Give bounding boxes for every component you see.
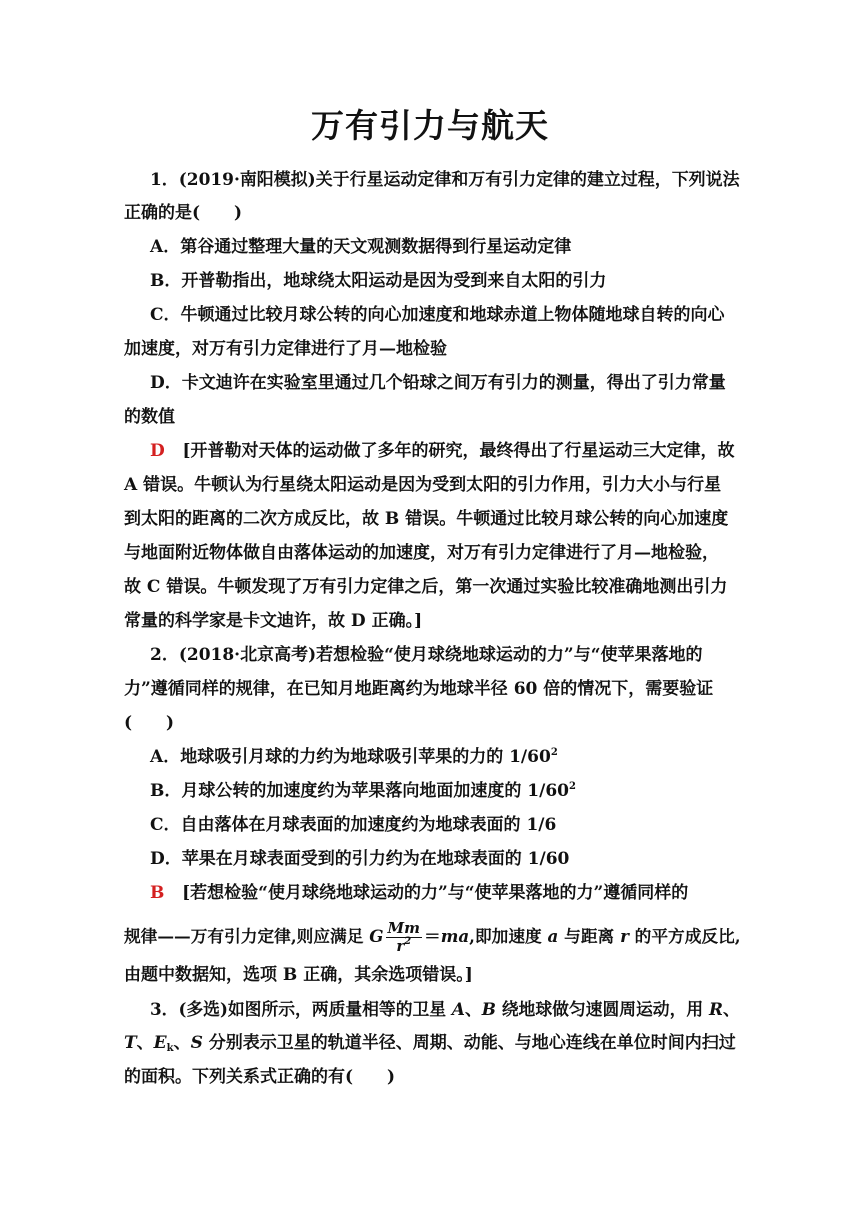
q1-option-c-line-2: 加速度，对万有引力定律进行了月—地检验 bbox=[124, 339, 447, 359]
var-r: r bbox=[620, 926, 629, 946]
q1-option-b: B．开普勒指出，地球绕太阳运动是因为受到来自太阳的引力 bbox=[150, 271, 607, 291]
formula-fraction bbox=[386, 920, 422, 955]
q3-stem-line-1 bbox=[150, 998, 740, 1020]
q2-option-a-text: A．地球吸引月球的力约为地球吸引苹果的力的 1/60 bbox=[150, 747, 551, 767]
q2-option-a bbox=[150, 746, 558, 768]
q1-solution-line-1 bbox=[150, 440, 735, 462]
q2-stem-line-2: 力”遵循同样的规律，在已知月地距离约为地球半径 60 倍的情况下，需要验证 bbox=[124, 679, 714, 699]
q1-solution-line-6: 常量的科学家是卡文迪许，故 D 正确。] bbox=[124, 611, 423, 631]
q3-text-1b: 、 bbox=[464, 999, 482, 1019]
q3-text-2a: 、 bbox=[136, 1033, 154, 1053]
q2-answer: B bbox=[150, 883, 165, 903]
var-e-subscript: k bbox=[166, 1043, 174, 1054]
q2-solution-line-3: 由题中数据知，选项 B 正确，其余选项错误。] bbox=[124, 965, 473, 985]
formula-denominator-exponent: 2 bbox=[404, 936, 412, 947]
formula-g: G bbox=[369, 926, 384, 946]
var-e: E bbox=[153, 1033, 167, 1053]
q3-text-1d: 、 bbox=[722, 999, 740, 1019]
q2-option-b bbox=[150, 780, 576, 802]
q1-solution-text-1: [开普勒对天体的运动做了多年的研究，最终得出了行星运动三大定律，故 bbox=[182, 441, 735, 461]
q2-option-a-exponent: 2 bbox=[550, 747, 558, 758]
q1-option-d-line-1: D．卡文迪许在实验室里通过几个铅球之间万有引力的测量，得出了引力常量 bbox=[150, 373, 726, 393]
q3-text-2c: 分别表示卫星的轨道半径、周期、动能、与地心连线在单位时间内扫过 bbox=[202, 1033, 736, 1053]
q1-option-c-line-1: C．牛顿通过比较月球公转的向心加速度和地球赤道上物体随地球自转的向心 bbox=[150, 305, 725, 325]
formula-denominator-r: r bbox=[396, 937, 405, 955]
var-r-cap: R bbox=[708, 999, 723, 1019]
q2-stem-line-3: ( ) bbox=[124, 713, 175, 733]
page-title: 万有引力与航天 bbox=[311, 106, 549, 145]
q1-option-d-line-2: 的数值 bbox=[124, 407, 175, 427]
formula-ma: ma bbox=[440, 926, 470, 946]
q1-solution-line-5: 故 C 错误。牛顿发现了万有引力定律之后，第一次通过实验比较准确地测出引力 bbox=[124, 577, 728, 597]
q2-stem-line-1: 2．(2018·北京高考)若想检验“使月球绕地球运动的力”与“使苹果落地的 bbox=[150, 645, 703, 665]
q1-solution-line-2: A 错误。牛顿认为行星绕太阳运动是因为受到太阳的引力作用，引力大小与行星 bbox=[124, 475, 722, 495]
q2-solution-line-2 bbox=[124, 916, 741, 956]
q2-solution-text-1: [若想检验“使月球绕地球运动的力”与“使苹果落地的力”遵循同样的 bbox=[182, 883, 689, 903]
formula-denominator bbox=[386, 938, 422, 955]
q1-solution-line-4: 与地面附近物体做自由落体运动的加速度，对万有引力定律进行了月—地检验， bbox=[124, 543, 719, 563]
q2-solution-line-1 bbox=[150, 882, 688, 904]
q3-stem-line-3: 的面积。下列关系式正确的有( ) bbox=[124, 1067, 396, 1087]
var-sat-a: A bbox=[451, 999, 465, 1019]
q1-stem-line-1: 1．(2019·南阳模拟)关于行星运动定律和万有引力定律的建立过程，下列说法 bbox=[150, 169, 740, 189]
q1-solution-line-3: 到太阳的距离的二次方成反比，故 B 错误。牛顿通过比较月球公转的向心加速度 bbox=[124, 509, 729, 529]
q2-option-b-text: B．月球公转的加速度约为苹果落向地面加速度的 1/60 bbox=[150, 781, 569, 801]
q3-text-2b: 、 bbox=[173, 1033, 191, 1053]
q2-option-b-exponent: 2 bbox=[568, 781, 576, 792]
var-s: S bbox=[190, 1033, 203, 1053]
q1-option-a: A．第谷通过整理大量的天文观测数据得到行星运动定律 bbox=[150, 237, 572, 257]
q3-text-1c: 绕地球做匀速圆周运动，用 bbox=[495, 999, 709, 1019]
q1-stem-line-2: 正确的是( ) bbox=[124, 203, 243, 223]
q2-option-d: D．苹果在月球表面受到的引力约为在地球表面的 1/60 bbox=[150, 849, 570, 869]
q1-answer: D bbox=[150, 441, 165, 461]
formula-numerator: Mm bbox=[387, 919, 420, 937]
formula-equals: ＝ bbox=[424, 926, 441, 946]
var-a: a bbox=[547, 926, 559, 946]
q2-solution-text-2d: 与距离 bbox=[558, 926, 621, 946]
q3-stem-line-2 bbox=[124, 1032, 736, 1054]
var-t: T bbox=[124, 1033, 137, 1053]
q2-solution-text-2a: 规律——万有引力定律,则应满足 bbox=[124, 926, 370, 946]
var-sat-b: B bbox=[481, 999, 496, 1019]
q3-text-1a: 3．(多选)如图所示，两质量相等的卫星 bbox=[150, 999, 452, 1019]
q2-option-c: C．自由落体在月球表面的加速度约为地球表面的 1/6 bbox=[150, 815, 557, 835]
q2-solution-text-2e: 的平方成反比, bbox=[628, 926, 741, 946]
q2-solution-text-2c: ,即加速度 bbox=[469, 926, 548, 946]
